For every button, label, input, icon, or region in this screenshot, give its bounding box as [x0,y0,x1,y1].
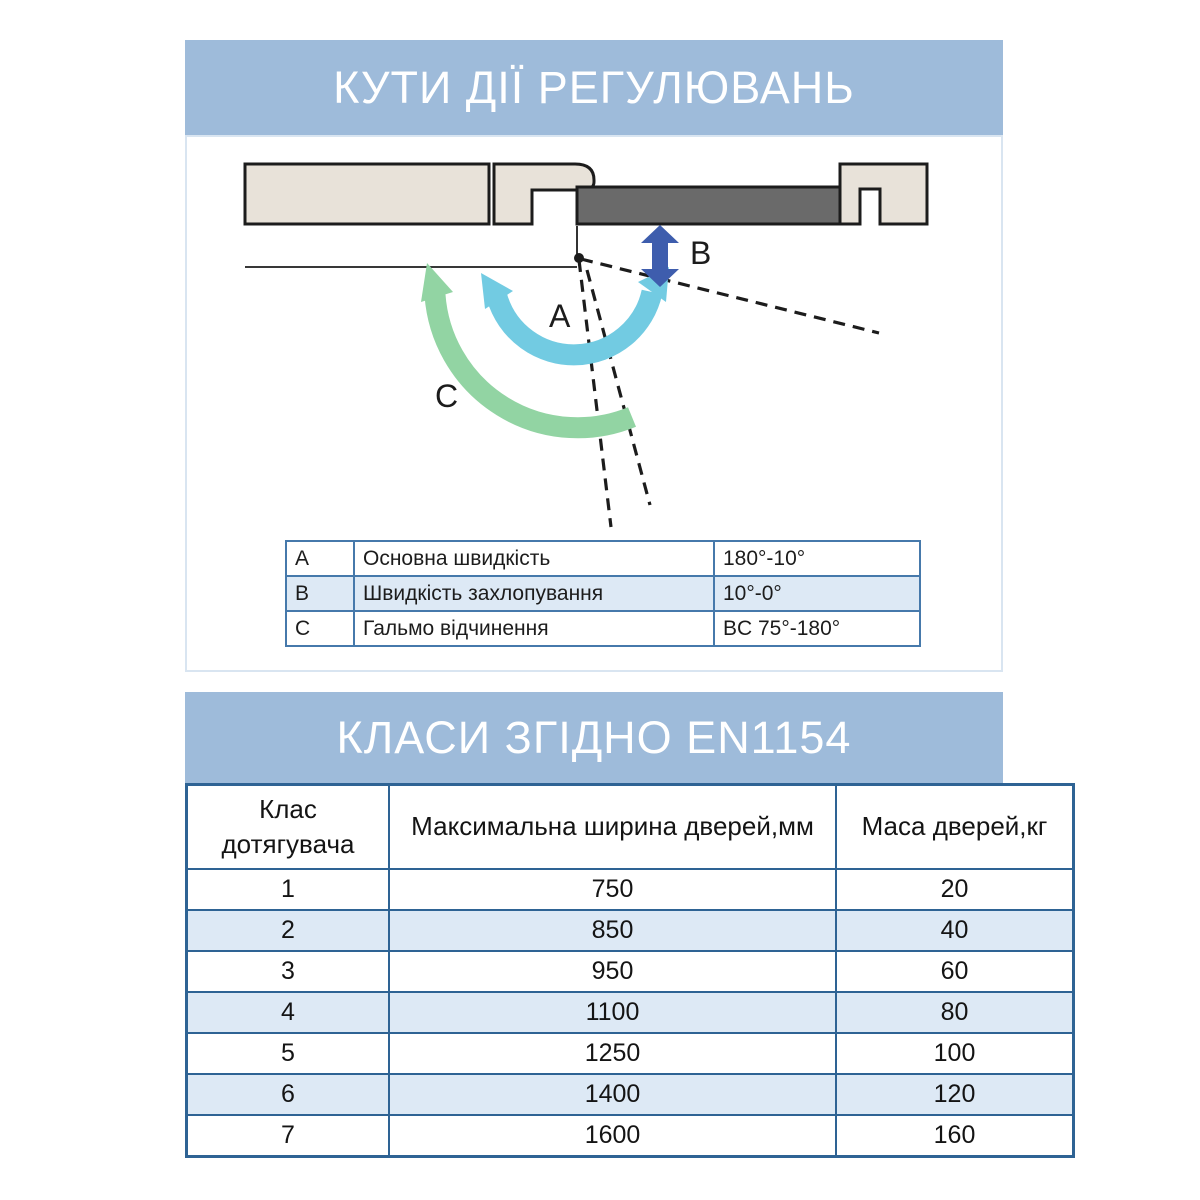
opening-brake-arc [435,295,632,428]
class-cell: 6 [187,1074,390,1115]
legend-key-cell: B [286,576,354,611]
classes-header-row [187,785,1074,870]
table-row [187,951,1074,992]
angles-panel [185,135,1003,672]
door-leaf [577,187,859,224]
class-cell: 2 [187,910,390,951]
width-cell: 1600 [389,1115,836,1157]
legend-value-cell: BC 75°-180° [714,611,920,646]
legend-row-b [286,576,920,611]
table-row [187,1115,1074,1157]
main-speed-arc [497,292,652,355]
table-row [187,1033,1074,1074]
class-cell: 7 [187,1115,390,1157]
legend-value-cell: 180°-10° [714,541,920,576]
label-c: C [435,378,459,414]
weight-cell: 100 [836,1033,1074,1074]
table-row [187,869,1074,910]
header-weight: Маса дверей,кг [836,785,1074,870]
legend-value-cell: 10°-0° [714,576,920,611]
section-title-classes: КЛАСИ ЗГІДНО EN1154 [185,692,1003,783]
class-cell: 1 [187,869,390,910]
width-cell: 1100 [389,992,836,1033]
legend-name-cell: Швидкість захлопування [354,576,714,611]
section-title-angles: КУТИ ДІЇ РЕГУЛЮВАНЬ [185,40,1003,135]
weight-cell: 160 [836,1115,1074,1157]
legend-key-cell: A [286,541,354,576]
width-cell: 1400 [389,1074,836,1115]
header-width: Максимальна ширина дверей,мм [389,785,836,870]
class-cell: 3 [187,951,390,992]
wall-section-left [245,164,489,224]
weight-cell: 120 [836,1074,1074,1115]
class-cell: 5 [187,1033,390,1074]
label-b: B [690,235,712,271]
legend-row-a [286,541,920,576]
legend-name-cell: Основна швидкість [354,541,714,576]
label-a: A [549,298,571,334]
closing-speed-double-arrow-icon [641,225,679,287]
weight-cell: 80 [836,992,1074,1033]
door-frame-latch-side [840,164,927,224]
width-cell: 850 [389,910,836,951]
en1154-classes-table [185,783,1075,1158]
legend-key-cell: C [286,611,354,646]
weight-cell: 40 [836,910,1074,951]
table-row [187,992,1074,1033]
header-class: Клас дотягувача [187,785,390,870]
table-row [187,1074,1074,1115]
width-cell: 750 [389,869,836,910]
class-cell: 4 [187,992,390,1033]
legend-row-c [286,611,920,646]
weight-cell: 20 [836,869,1074,910]
width-cell: 1250 [389,1033,836,1074]
hinge-pivot-dot [574,253,584,263]
table-row [187,910,1074,951]
angles-legend-table [285,540,921,647]
door-closer-angles-diagram [187,137,1001,542]
weight-cell: 60 [836,951,1074,992]
legend-name-cell: Гальмо відчинення [354,611,714,646]
opening-brake-arrowhead-icon [421,263,453,302]
width-cell: 950 [389,951,836,992]
